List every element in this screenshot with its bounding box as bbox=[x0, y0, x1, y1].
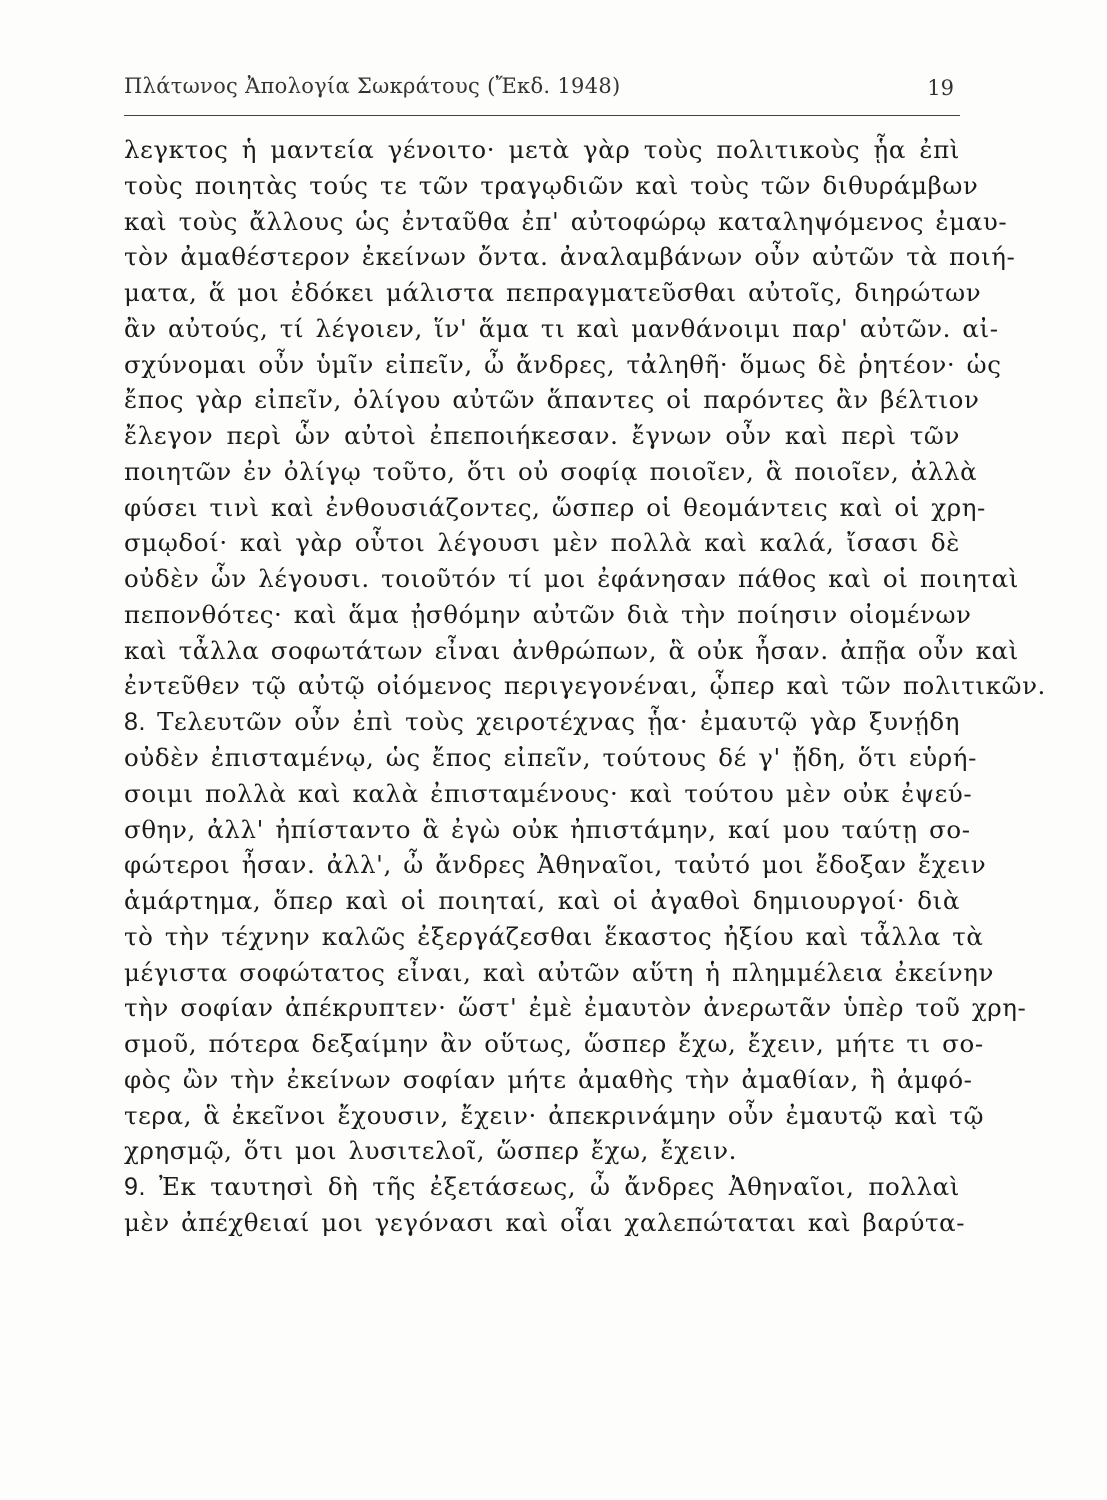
text-line bbox=[124, 311, 999, 347]
running-head: Πλάτωνος Ἀπολογία Σωκράτους (Ἔκδ. 1948) bbox=[124, 74, 621, 98]
text-line bbox=[124, 418, 960, 454]
line-text: σθην, ἀλλ' ἠπίσταντο ἃ ἐγὼ οὐκ ἠπιστάμην, καί μου ταύτῃ σο- bbox=[124, 814, 971, 844]
line-text: σοιμι πολλὰ καὶ καλὰ ἐπισταμένους· καὶ τούτου μὲν οὐκ ἐψεύ- bbox=[124, 778, 973, 808]
line-text: οὐδὲν ὧν λέγουσι. τοιοῦτόν τί μοι ἐφάνησαν πάθος καὶ οἱ ποιηταὶ bbox=[124, 564, 1019, 594]
section-number: 8. bbox=[124, 708, 158, 737]
text-line bbox=[124, 668, 1046, 704]
line-text: ποιητῶν ἐν ὀλίγῳ τοῦτο, ὅτι οὐ σοφίᾳ ποιοῖεν, ἃ ποιοῖεν, ἀλλὰ bbox=[124, 456, 978, 486]
line-text: τὸ τὴν τέχνην καλῶς ἐξεργάζεσθαι ἕκαστος ἠξίου καὶ τἆλλα τὰ bbox=[124, 921, 984, 951]
page-number: 19 bbox=[927, 76, 954, 100]
line-text: φύσει τινὶ καὶ ἐνθουσιάζοντες, ὥσπερ οἱ θεομάντεις καὶ οἱ χρη- bbox=[124, 492, 986, 522]
line-text: χρησμῷ, ὅτι μοι λυσιτελοῖ, ὥσπερ ἔχω, ἔχειν. bbox=[124, 1136, 737, 1166]
text-line bbox=[124, 1133, 960, 1169]
line-text: ἐντεῦθεν τῷ αὐτῷ οἰόμενος περιγεγονέναι, ᾧπερ καὶ τῶν πολιτικῶν. bbox=[124, 671, 1046, 701]
text-line bbox=[124, 1026, 984, 1062]
line-text: καὶ τοὺς ἄλλους ὡς ἐνταῦθα ἐπ' αὐτοφώρῳ καταληψόμενος ἐμαυ- bbox=[124, 206, 1008, 236]
text-line bbox=[124, 490, 986, 526]
text-line bbox=[124, 454, 978, 490]
text-line bbox=[124, 168, 979, 204]
text-line bbox=[124, 740, 977, 776]
line-text: σχύνομαι οὖν ὑμῖν εἰπεῖν, ὦ ἄνδρες, τἀληθῆ· ὅμως δὲ ῥητέον· ὡς bbox=[124, 349, 1002, 379]
line-text: σμοῦ, πότερα δεξαίμην ἂν οὕτως, ὥσπερ ἔχω, ἔχειν, μήτε τι σο- bbox=[124, 1029, 984, 1059]
line-text: ἂν αὐτούς, τί λέγοιεν, ἵν' ἅμα τι καὶ μανθάνοιμι παρ' αὐτῶν. αἰ- bbox=[124, 313, 999, 343]
line-text: καὶ τἆλλα σοφωτάτων εἶναι ἀνθρώπων, ἃ οὐκ ἦσαν. ἀπῇα οὖν καὶ bbox=[124, 635, 1019, 665]
body-text bbox=[124, 132, 1046, 1241]
line-text: ἔλεγον περὶ ὧν αὐτοὶ ἐπεποιήκεσαν. ἔγνων οὖν καὶ περὶ τῶν bbox=[124, 421, 960, 451]
text-line bbox=[124, 776, 973, 812]
header-rule bbox=[124, 115, 960, 116]
text-line bbox=[124, 1098, 985, 1134]
text-line bbox=[124, 883, 960, 919]
line-text: τὸν ἀμαθέστερον ἐκείνων ὄντα. ἀναλαμβάνων οὖν αὐτῶν τὰ ποιή- bbox=[124, 242, 1016, 272]
section-first-line bbox=[124, 1169, 960, 1205]
line-text: λεγκτος ἡ μαντεία γένοιτο· μετὰ γὰρ τοὺς πολιτικοὺς ᾗα ἐπὶ bbox=[124, 135, 960, 164]
line-text: σμῳδοί· καὶ γὰρ οὗτοι λέγουσι μὲν πολλὰ καὶ καλά, ἴσασι δὲ bbox=[124, 528, 960, 558]
text-line bbox=[124, 525, 960, 561]
text-line bbox=[124, 990, 1027, 1026]
text-line bbox=[124, 597, 972, 633]
text-line bbox=[124, 347, 1002, 383]
line-text: φώτεροι ἦσαν. ἀλλ', ὦ ἄνδρες Ἀθηναῖοι, ταὐτό μοι ἔδοξαν ἔχειν bbox=[124, 850, 987, 880]
text-line bbox=[124, 382, 980, 418]
text-line bbox=[124, 561, 1019, 597]
text-line bbox=[124, 633, 1019, 669]
text-line bbox=[124, 204, 1008, 240]
page-header bbox=[124, 74, 960, 108]
line-text: μὲν ἀπέχθειαί μοι γεγόνασι καὶ οἷαι χαλεπώταται καὶ βαρύτα- bbox=[124, 1207, 966, 1237]
line-text: τοὺς ποιητὰς τούς τε τῶν τραγῳδιῶν καὶ τοὺς τῶν διθυράμβων bbox=[124, 170, 979, 200]
line-text: φὸς ὢν τὴν ἐκείνων σοφίαν μήτε ἀμαθὴς τὴν ἀμαθίαν, ἢ ἀμφό- bbox=[124, 1064, 973, 1094]
text-line bbox=[124, 919, 984, 955]
section-number: 9. bbox=[124, 1173, 160, 1202]
line-text: οὐδὲν ἐπισταμένῳ, ὡς ἔπος εἰπεῖν, τούτους δέ γ' ᾔδη, ὅτι εὑρή- bbox=[124, 743, 977, 773]
text-line bbox=[124, 847, 987, 883]
text-line bbox=[124, 132, 960, 168]
line-text: ἁμάρτημα, ὅπερ καὶ οἱ ποιηταί, καὶ οἱ ἀγαθοὶ δημιουργοί· διὰ bbox=[124, 886, 960, 916]
line-text: τερα, ἃ ἐκεῖνοι ἔχουσιν, ἔχειν· ἀπεκρινάμην οὖν ἐμαυτῷ καὶ τῷ bbox=[124, 1100, 985, 1130]
line-text: ματα, ἅ μοι ἐδόκει μάλιστα πεπραγματεῦσθαι αὐτοῖς, διηρώτων bbox=[124, 278, 982, 308]
line-text: πεπονθότες· καὶ ἅμα ᾐσθόμην αὐτῶν διὰ τὴν ποίησιν οἰομένων bbox=[124, 599, 972, 629]
line-text: Τελευτῶν οὖν ἐπὶ τοὺς χειροτέχνας ᾗα· ἐμαυτῷ γὰρ ξυνῄδη bbox=[157, 707, 960, 737]
text-line bbox=[124, 275, 982, 311]
text-line bbox=[124, 239, 1016, 275]
line-text: Ἐκ ταυτησὶ δὴ τῆς ἐξετάσεως, ὦ ἄνδρες Ἀθηναῖοι, πολλαὶ bbox=[159, 1172, 960, 1202]
text-line bbox=[124, 812, 971, 848]
line-text: μέγιστα σοφώτατος εἶναι, καὶ αὐτῶν αὕτη ἡ πλημμέλεια ἐκείνην bbox=[124, 957, 994, 987]
text-line bbox=[124, 1205, 966, 1241]
text-line bbox=[124, 1062, 973, 1098]
line-text: ἔπος γὰρ εἰπεῖν, ὀλίγου αὐτῶν ἅπαντες οἱ παρόντες ἂν βέλτιον bbox=[124, 385, 980, 415]
line-text: τὴν σοφίαν ἀπέκρυπτεν· ὥστ' ἐμὲ ἐμαυτὸν ἀνερωτᾶν ὑπὲρ τοῦ χρη- bbox=[124, 993, 1027, 1023]
section-first-line bbox=[124, 704, 960, 740]
text-line bbox=[124, 955, 994, 991]
